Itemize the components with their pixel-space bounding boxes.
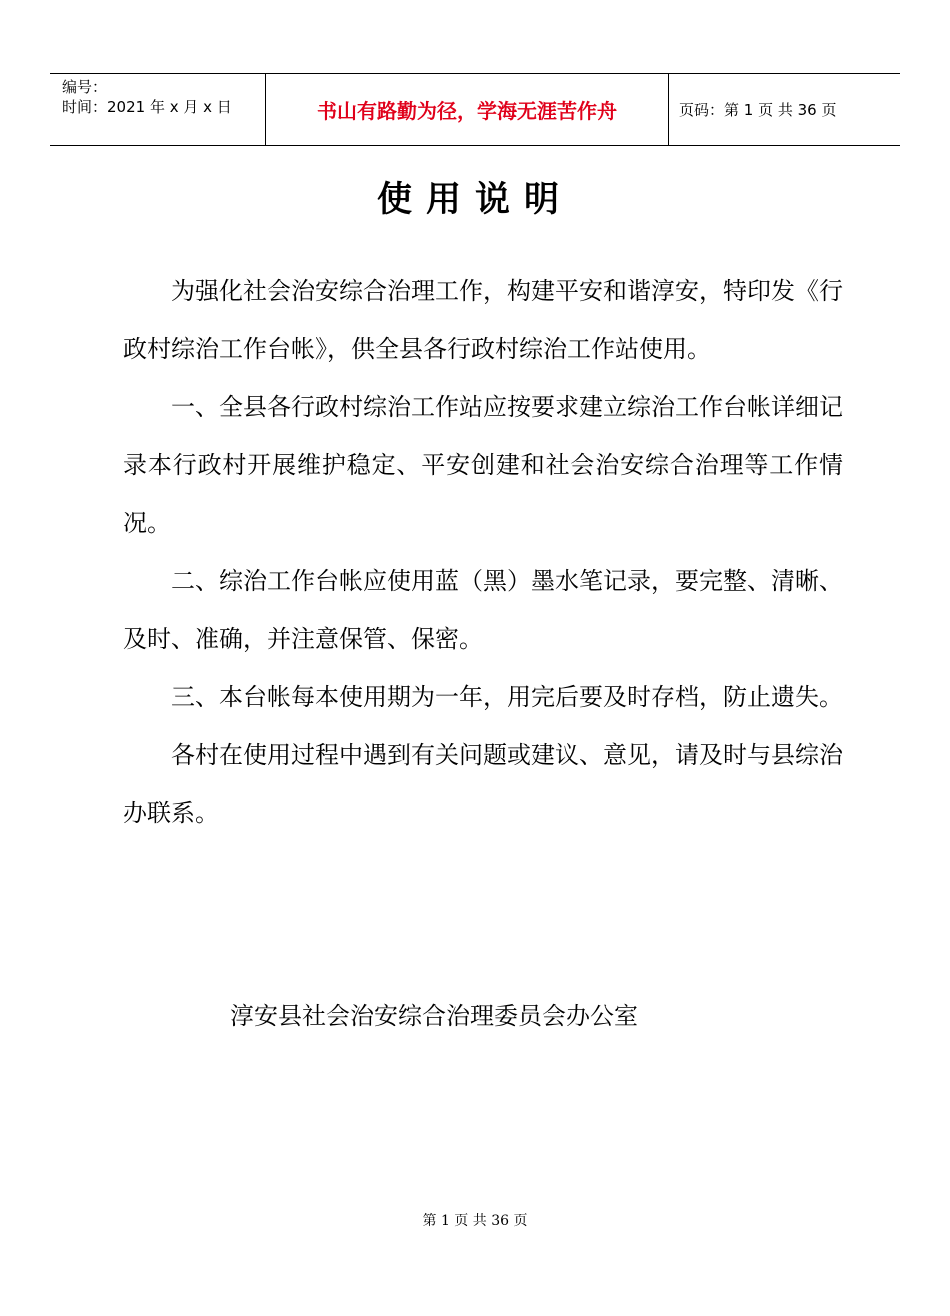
paragraph-item-2: 二、综治工作台帐应使用蓝（黑）墨水笔记录，要完整、清晰、及时、准确，并注意保管、保密。	[123, 567, 843, 653]
paragraph-intro: 为强化社会治安综合治理工作，构建平安和谐淳安，特印发《行政村综治工作台帐》，供全县各行政村综治工作站使用。	[123, 277, 843, 363]
paragraph-contact: 各村在使用过程中遇到有关问题或建议、意见，请及时与县综治办联系。	[123, 741, 843, 827]
page-title: 使用说明	[376, 179, 573, 220]
document-body	[123, 262, 843, 842]
paragraph-item-3: 三、本台帐每本使用期为一年，用完后要及时存档，防止遗失。	[171, 683, 843, 711]
header-page-code: 页码：第 1 页 共 36 页	[679, 101, 837, 119]
paragraph-item-1: 一、全县各行政村综治工作站应按要求建立综治工作台帐详细记录本行政村开展维护稳定、平安创建和社会治安综合治理等工作情况。	[123, 393, 843, 537]
document-time-label: 时间：2021 年 x 月 x 日	[62, 98, 232, 116]
header-info-cell	[50, 74, 266, 145]
header-table	[50, 73, 900, 146]
header-motto: 书山有路勤为径，学海无涯苦作舟	[266, 74, 669, 145]
page-footer: 第 1 页 共 36 页	[422, 1213, 528, 1229]
signature-office: 淳安县社会治安综合治理委员会办公室	[230, 1002, 638, 1030]
document-number-label: 编号：	[62, 78, 108, 96]
